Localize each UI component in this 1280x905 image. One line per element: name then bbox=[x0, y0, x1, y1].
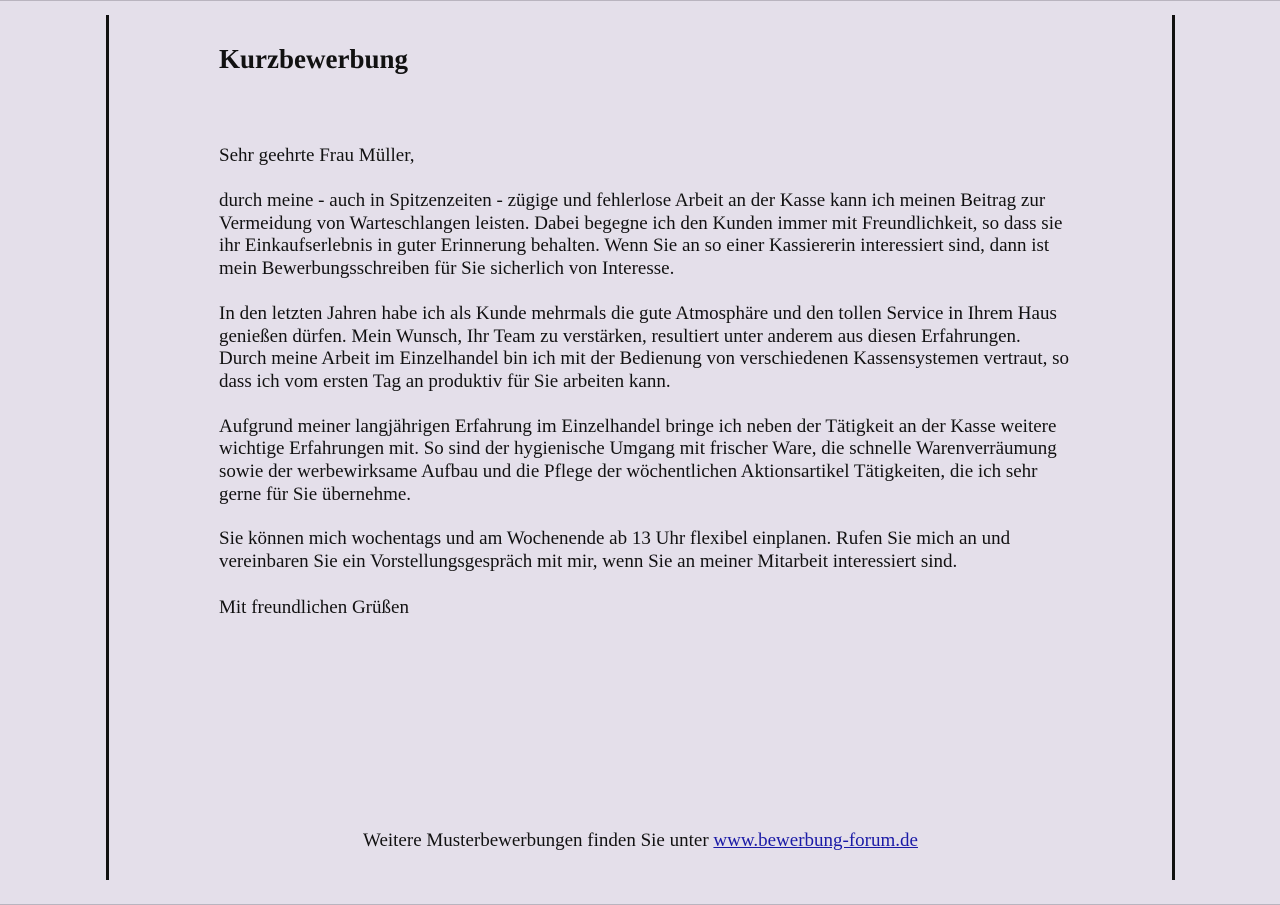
footer-link[interactable]: www.bewerbung-forum.de bbox=[713, 830, 918, 851]
letter-paragraph-2: In den letzten Jahren habe ich als Kunde mehrmals die gute Atmosphäre und den tollen Service in Ihrem Haus genießen dürfen. Mein Wunsch, Ihr Team zu verstärken, resultiert unter anderem aus diesen Erfahrungen. Durch meine Arbeit im Einzelhandel bin ich mit der Bedienung von verschiedenen Kassensystemen vertraut, so dass ich vom ersten Tag an produktiv für Sie arbeiten kann. bbox=[219, 302, 1070, 392]
footer-text: Weitere Musterbewerbungen finden Sie unter bbox=[363, 830, 714, 851]
letter-content bbox=[219, 40, 1070, 618]
letter-body bbox=[219, 190, 1069, 619]
left-vertical-rule bbox=[106, 15, 109, 880]
right-vertical-rule bbox=[1172, 15, 1175, 880]
letter-paragraph-1: durch meine - auch in Spitzenzeiten - zügige und fehlerlose Arbeit an der Kasse kann ich meinen Beitrag zur Vermeidung von Warteschlangen leisten. Dabei begegne ich den Kunden immer mit Freundlichkeit, so dass sie ihr Einkaufserlebnis in guter Erinnerung behalten. Wenn Sie an so einer Kassiererin interessiert sind, dann ist mein Bewerbungsschreiben für Sie sicherlich von Interesse. bbox=[219, 190, 1063, 280]
page-top-border bbox=[0, 0, 1280, 1]
letter-title: Kurzbewerbung bbox=[219, 44, 408, 74]
letter-paragraph-3: Aufgrund meiner langjährigen Erfahrung im Einzelhandel bringe ich neben der Tätigkeit an der Kasse weitere wichtige Erfahrungen mit. So sind der hygienische Umgang mit frischer Ware, die schnelle Warenverräumung sowie der werbewirksame Aufbau und die Pflege der wöchentlichen Aktionsartikel Tätigkeiten, die ich sehr gerne für Sie übernehme. bbox=[219, 415, 1057, 505]
letter-paragraph-4: Sie können mich wochentags und am Wochenende ab 13 Uhr flexibel einplanen. Rufen Sie mich an und vereinbaren Sie ein Vorstellungsgespräch mit mir, wenn Sie an meiner Mitarbeit interessiert sind. bbox=[219, 528, 1011, 573]
footer bbox=[106, 829, 1175, 852]
letter-closing: Mit freundlichen Grüßen bbox=[219, 596, 409, 618]
letter-salutation: Sehr geehrte Frau Müller, bbox=[219, 145, 415, 166]
